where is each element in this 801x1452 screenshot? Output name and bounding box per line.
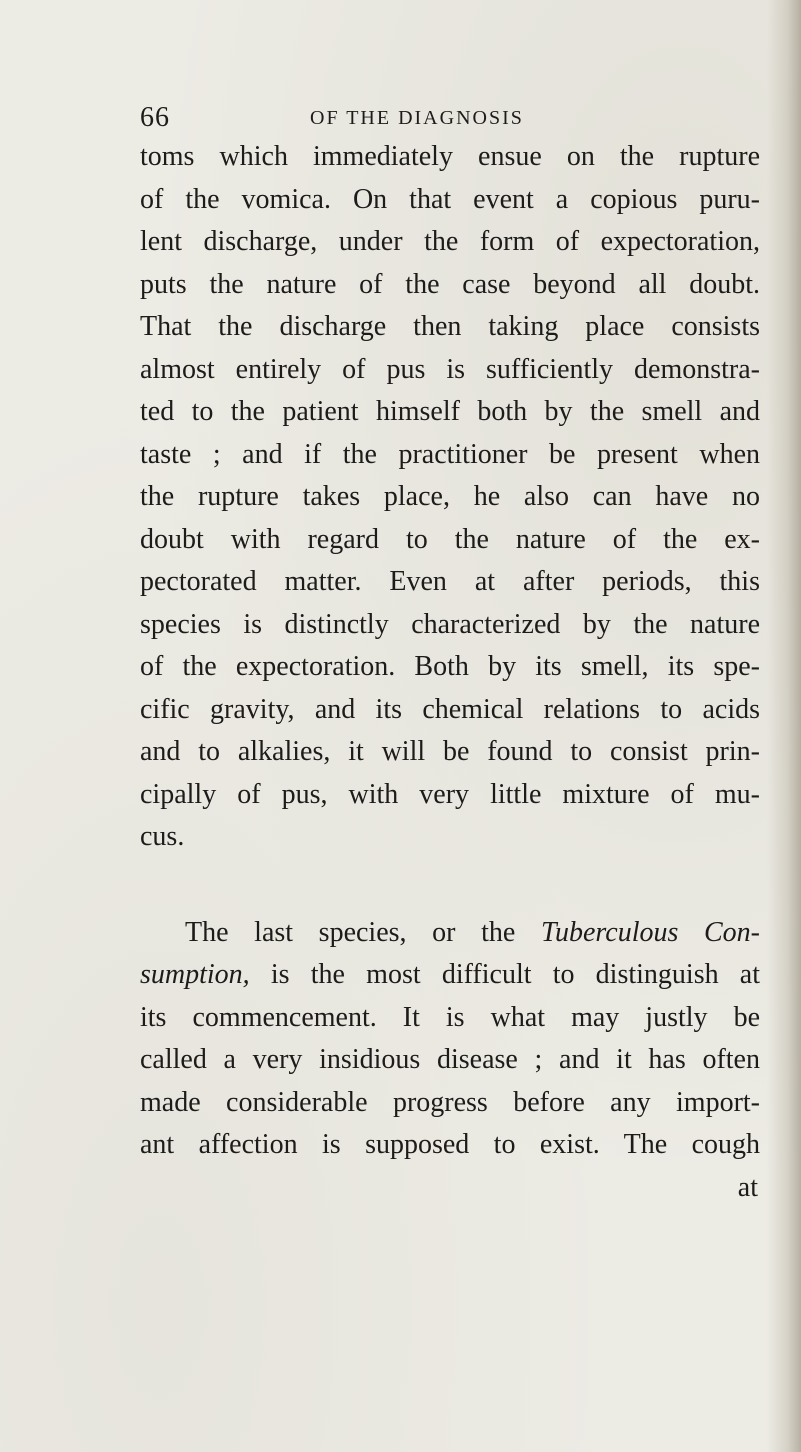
text-line: made considerable progress before any import- [140, 1086, 760, 1118]
text-line [140, 912, 760, 955]
text-span: is the most difficult to distinguish at [249, 959, 760, 990]
paragraph-gap [140, 859, 760, 912]
text-line: its commencement. It is what may justly be [140, 1001, 760, 1033]
text-line: ant affection is supposed to exist. The cough [140, 1129, 760, 1160]
body-text [140, 136, 760, 1209]
text-line: species is distinctly characterized by the nature [140, 608, 760, 640]
text-line: of the vomica. On that event a copious puru- [140, 183, 760, 215]
text-line: taste ; and if the practitioner be present when [140, 438, 760, 470]
text-line: almost entirely of pus is sufficiently demonstra- [140, 353, 760, 385]
text-line: That the discharge then taking place consists [140, 311, 760, 342]
text-line: pectorated matter. Even at after periods, this [140, 566, 760, 597]
italic-term: Tuberculous Con- [540, 916, 760, 948]
page-edge-shadow [767, 0, 801, 1452]
text-line: cific gravity, and its chemical relations to acids [140, 693, 760, 725]
text-line: doubt with regard to the nature of the ex- [140, 523, 760, 555]
running-head: OF THE DIAGNOSIS [310, 107, 524, 129]
text-span: The last species, or the [185, 916, 541, 948]
text-line: puts the nature of the case beyond all doubt. [140, 268, 760, 300]
text-line: of the expectoration. Both by its smell, its spe- [140, 651, 760, 682]
text-line: lent discharge, under the form of expectoration, [140, 226, 760, 257]
text-line: and to alkalies, it will be found to consist prin- [140, 736, 760, 767]
paragraph-1 [140, 136, 760, 859]
paragraph-2 [140, 912, 760, 1167]
page-number: 66 [140, 102, 170, 133]
text-line: called a very insidious disease ; and it has often [140, 1044, 760, 1075]
text-line: ted to the patient himself both by the smell and [140, 396, 760, 427]
text-line: toms which immediately ensue on the rupture [140, 141, 760, 172]
italic-term: sumption, [140, 959, 250, 990]
page-header [140, 98, 760, 138]
text-line: cipally of pus, with very little mixture of mu- [140, 778, 760, 810]
catchword: at [737, 1171, 758, 1203]
text-line [140, 954, 760, 997]
text-line: cus. [140, 821, 185, 852]
text-line: the rupture takes place, he also can have no [140, 481, 760, 512]
